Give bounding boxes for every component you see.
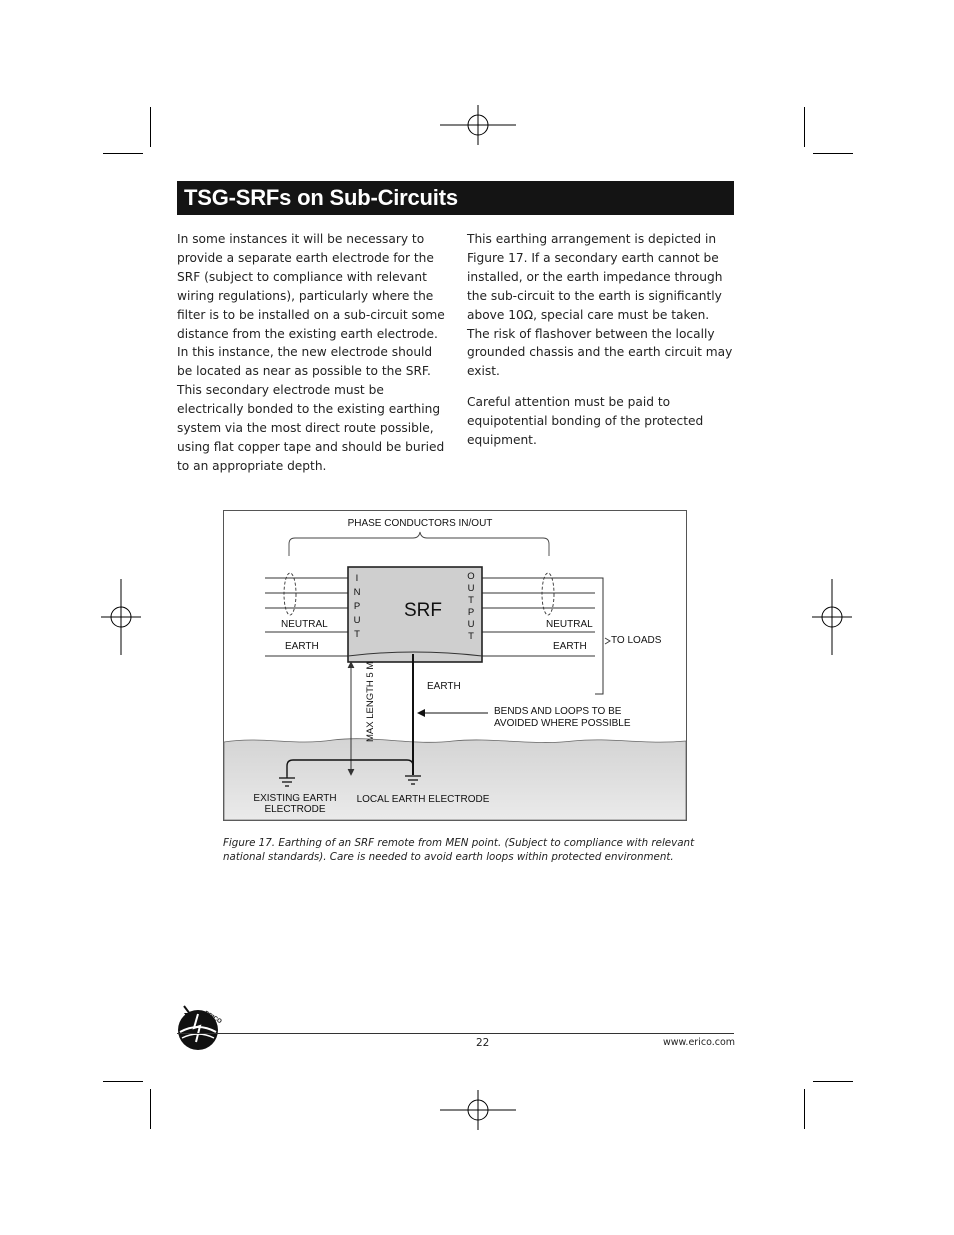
svg-text:T: T (354, 629, 360, 640)
registration-mark-icon (812, 579, 852, 655)
crop-mark (813, 153, 853, 154)
existing-electrode-label-line2: ELECTRODE (264, 804, 326, 815)
neutral-label-right: NEUTRAL (546, 619, 593, 630)
crop-mark (813, 1081, 853, 1082)
svg-text:O: O (467, 571, 475, 582)
svg-text:I: I (355, 573, 359, 584)
paragraph: This earthing arrangement is depicted in Figure 17. If a secondary earth cannot be installed, or the earth impedance through the sub-circuit to the earth is significantly above 10Ω, special care must be taken. The risk of flashover between the locally grounded chassis and the earth circuit may exist. (467, 232, 733, 379)
svg-text:T: T (468, 595, 474, 606)
paragraph: In some instances it will be necessary to provide a separate earth electrode for the SRF (subject to compliance with relevant wiring regulations), particularly where the filter is to be installed on a sub-circuit some distance from the existing earth electrode. In this instance, the new electrode should be located as near as possible to the SRF. This secondary electrode must be electrically bonded to the existing earthing system via the most direct route possible, using flat copper tape and should be buried to an appropriate depth. (177, 232, 445, 473)
svg-text:ERICO: ERICO (203, 1010, 223, 1026)
svg-text:T: T (468, 631, 474, 642)
srf-label: SRF (404, 600, 442, 621)
figure-caption (223, 837, 703, 864)
existing-electrode-label-line1: EXISTING EARTH (253, 793, 337, 804)
registration-mark-icon (440, 105, 516, 145)
earth-mid-label: EARTH (427, 681, 461, 692)
earth-label-right: EARTH (553, 641, 587, 652)
crop-mark (804, 107, 805, 147)
max-length-label: MAX LENGTH 5 M (365, 661, 376, 742)
bends-label-line1: BENDS AND LOOPS TO BE (494, 706, 622, 717)
caption-line: national standards). Care is needed to avoid earth loops within protected environment. (223, 850, 674, 863)
local-electrode-label: LOCAL EARTH ELECTRODE (356, 794, 490, 805)
crop-mark (804, 1089, 805, 1129)
paragraph: Careful attention must be paid to equipotential bonding of the protected equipment. (467, 395, 704, 448)
crop-mark (150, 107, 151, 147)
bends-label-line2: AVOIDED WHERE POSSIBLE (494, 718, 631, 729)
footer-rule (177, 1033, 734, 1034)
svg-text:P: P (353, 601, 361, 612)
output-label (467, 571, 474, 642)
svg-text:U: U (467, 583, 475, 594)
earthing-diagram (223, 510, 687, 821)
erico-logo-icon (170, 1000, 226, 1056)
text-column-left (177, 230, 445, 488)
caption-line: Figure 17. Earthing of an SRF remote from MEN point. (Subject to compliance with relevant (223, 837, 695, 849)
page-number: 22 (476, 1037, 490, 1049)
to-loads-label: TO LOADS (611, 635, 662, 646)
crop-mark (103, 1081, 143, 1082)
page-title: TSG-SRFs on Sub-Circuits (184, 185, 458, 210)
earth-label-left: EARTH (285, 641, 319, 652)
crop-mark (150, 1089, 151, 1129)
neutral-label-left: NEUTRAL (281, 619, 328, 630)
text-column-right (467, 230, 735, 462)
registration-mark-icon (440, 1090, 516, 1130)
registration-mark-icon (101, 579, 141, 655)
svg-text:U: U (353, 615, 361, 626)
phase-conductors-label: PHASE CONDUCTORS IN/OUT (347, 518, 493, 529)
svg-text:U: U (467, 619, 475, 630)
svg-text:N: N (353, 587, 361, 598)
website-link[interactable]: www.erico.com (663, 1037, 736, 1048)
title-bar (177, 181, 734, 215)
crop-mark (103, 153, 143, 154)
svg-text:P: P (467, 607, 475, 618)
